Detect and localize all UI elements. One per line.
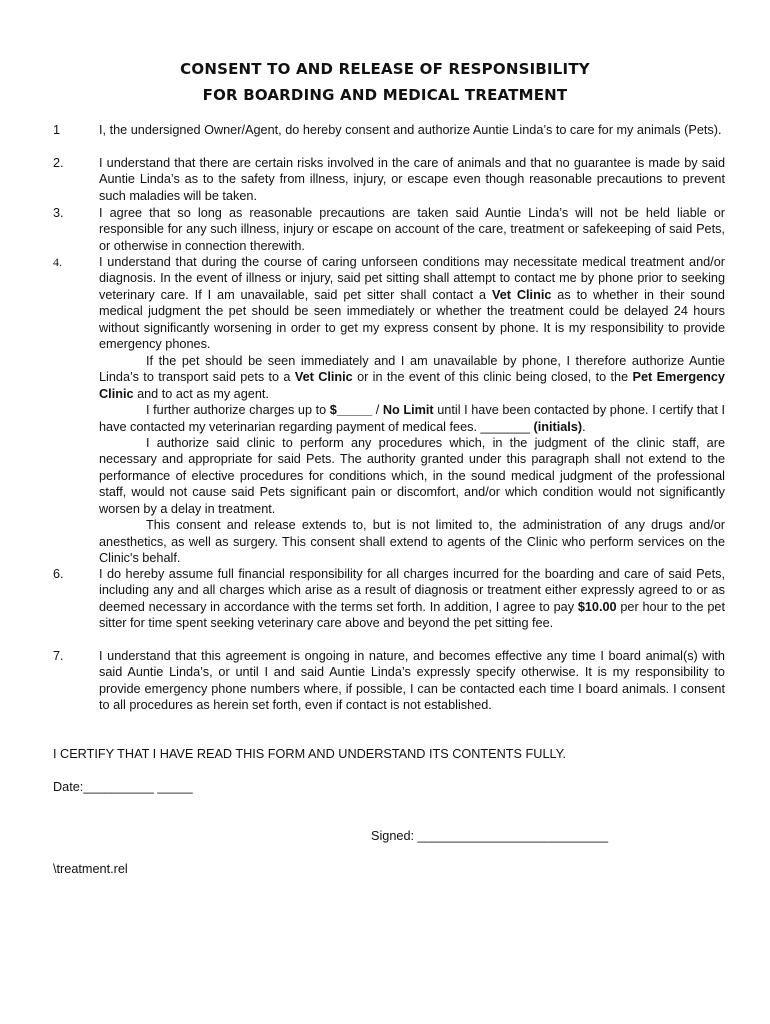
file-reference: \treatment.rel xyxy=(53,862,128,876)
item-number: 4. xyxy=(53,255,62,269)
item-4-paragraph-2: If the pet should be seen immediately and I am unavailable by phone, I therefore authorize Auntie Linda’s to transport said pets to a Vet Clinic or in the event of this clinic being closed, to the Pet Emergency Clinic and to act as my agent. xyxy=(99,353,725,401)
item-number: 6. xyxy=(53,567,64,581)
vet-clinic-label: Vet Clinic xyxy=(294,370,353,385)
signature-line: Signed: ___________________________ xyxy=(371,829,609,843)
item-4-paragraph-3: I further authorize charges up to $_____ / No Limit until I have been contacted by phone. I certify that I have contacted my veterinarian regarding payment of medical fees. _______ (initials). xyxy=(99,403,725,434)
item-text: I, the undersigned Owner/Agent, do hereby consent and authorize Auntie Linda’s to care for my animals (Pets). xyxy=(99,123,722,137)
item-text: I do hereby assume full financial responsibility for all charges incurred for the boarding and care of said Pets, including any and all charges which arise as a result of diagnosis or treatment either expressly agreed to or as deemed necessary in accordance with the terms set forth. In addition, I agree to pay $10.00 per hour to the pet sitter for time spent seeking veterinary care above and beyond the pet sitting fee. xyxy=(99,567,725,631)
charge-limit-blank: $_____ xyxy=(329,403,373,418)
item-4-paragraph-4: I authorize said clinic to perform any procedures which, in the judgment of the clinic staff, are necessary and appropriate for said Pets. The authority granted under this paragraph shall not extend to the performance of elective procedures for conditions which, in the sound medical judgment of the professional staff, would not cause said Pets significant pain or discomfort, and/or which condition would not significantly worsen by a delay in treatment. xyxy=(99,435,725,516)
item-4-paragraph-1: I understand that during the course of caring unforseen conditions may necessitate medical treatment and/or diagnosis. In the event of illness or injury, said pet sitting shall attempt to contact me by phone prior to seeking veterinary care. If I am unavailable, said pet sitter shall contact a Vet Clinic as to whether in their sound medical judgment the pet should be seen immediately or whether the treatment could be delayed 24 hours without significantly worsening in order to get my express consent by phone. It is my responsibility to provide emergency phones. xyxy=(99,255,725,352)
no-limit-label: No Limit xyxy=(382,403,434,418)
item-text xyxy=(99,254,725,567)
item-number: 1 xyxy=(53,123,61,137)
item-number: 7. xyxy=(53,649,64,663)
item-text: I agree that so long as reasonable precautions are taken said Auntie Linda’s will not be held liable or responsible for any such illness, injury or escape on account of the care, treatment or safekeeping of said Pets, or otherwise in connection therewith. xyxy=(99,206,725,253)
item-number: 3. xyxy=(53,206,64,220)
hourly-fee: $10.00 xyxy=(577,599,617,614)
item-number: 2. xyxy=(53,156,64,170)
item-4-paragraph-5: This consent and release extends to, but is not limited to, the administration of any drugs and/or anesthetics, as well as surgery. This consent shall extend to agents of the Clinic who perform services on the Clinic's behalf. xyxy=(99,518,725,566)
date-line: Date:__________ _____ xyxy=(53,780,193,794)
item-text: I understand that there are certain risks involved in the care of animals and that no guarantee is made by said Auntie Linda’s as to the safety from illness, injury, or escape even though reasonable precautions to prevent such maladies will be taken. xyxy=(99,156,725,203)
item-text: I understand that this agreement is ongoing in nature, and becomes effective any time I board animal(s) with said Auntie Linda’s, or until I and said Auntie Linda’s expressly specify otherwise. It is my responsibility to provide emergency phone numbers where, if possible, I can be contacted each time I board animals. I consent to all procedures as herein set forth, even if contact is not established. xyxy=(99,649,725,713)
initials-label: (initials) xyxy=(533,419,583,434)
document-title-line-2: FOR BOARDING AND MEDICAL TREATMENT xyxy=(202,86,568,104)
document-title-line-1: CONSENT TO AND RELEASE OF RESPONSIBILITY xyxy=(180,60,590,78)
vet-clinic-label: Vet Clinic xyxy=(491,287,552,302)
pet-emergency-clinic-label: Pet Emergency Clinic xyxy=(99,370,725,401)
certification-statement: I CERTIFY THAT I HAVE READ THIS FORM AND UNDERSTAND ITS CONTENTS FULLY. xyxy=(53,747,566,761)
